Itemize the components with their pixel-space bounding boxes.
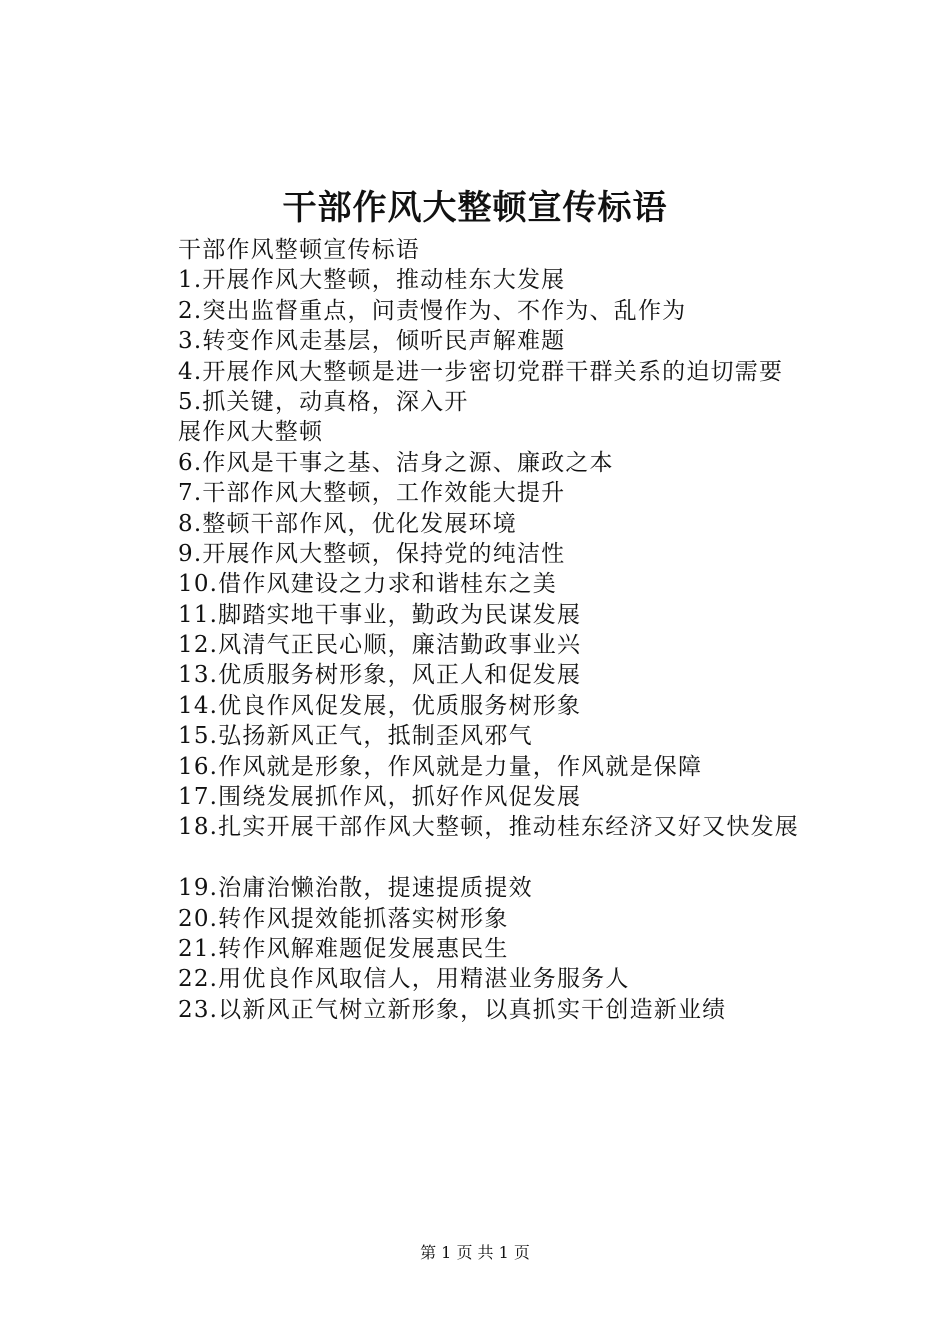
document-subtitle: 干部作风整顿宣传标语	[178, 237, 420, 263]
slogan-line: 1.开展作风大整顿，推动桂东大发展	[178, 267, 566, 294]
document-body	[178, 235, 878, 1025]
slogan-line: 6.作风是干事之基、洁身之源、廉政之本	[178, 449, 614, 476]
slogan-line: 14.优良作风促发展，优质服务树形象	[178, 692, 582, 719]
page-footer: 第 1 页 共 1 页	[420, 1243, 530, 1262]
slogan-line: 展作风大整顿	[178, 419, 324, 446]
slogan-line: 8.整顿干部作风，优化发展环境	[178, 510, 517, 537]
slogan-line: 10.借作风建设之力求和谐桂东之美	[178, 571, 557, 598]
slogan-line: 23.以新风正气树立新形象，以真抓实干创造新业绩	[178, 996, 727, 1023]
slogan-line: 2.突出监督重点，问责慢作为、不作为、乱作为	[178, 297, 687, 324]
slogan-line: 19.治庸治懒治散，提速提质提效	[178, 875, 533, 902]
slogan-line: 9.开展作风大整顿，保持党的纯洁性	[178, 540, 566, 567]
blank-line	[178, 843, 878, 873]
slogan-line: 16.作风就是形象，作风就是力量，作风就是保障	[178, 753, 703, 780]
slogan-line: 21.转作风解难题促发展惠民生	[178, 935, 509, 962]
slogan-line: 7.干部作风大整顿，工作效能大提升	[178, 480, 566, 507]
slogan-line: 15.弘扬新风正气，抵制歪风邪气	[178, 723, 533, 750]
slogan-line: 5.抓关键，动真格，深入开	[178, 388, 469, 415]
document-title: 干部作风大整顿宣传标语	[282, 188, 668, 228]
slogan-line: 17.围绕发展抓作风，抓好作风促发展	[178, 784, 582, 811]
slogan-line: 4.开展作风大整顿是进一步密切党群干群关系的迫切需要	[178, 358, 784, 385]
slogan-line: 13.优质服务树形象，风正人和促发展	[178, 662, 582, 689]
slogan-line: 22.用优良作风取信人，用精湛业务服务人	[178, 966, 630, 993]
slogan-line: 3.转变作风走基层，倾听民声解难题	[178, 328, 566, 355]
slogan-line: 12.风清气正民心顺，廉洁勤政事业兴	[178, 632, 582, 659]
slogan-line: 18.扎实开展干部作风大整顿，推动桂东经济又好又快发展	[178, 814, 799, 841]
slogan-line: 20.转作风提效能抓落实树形象	[178, 905, 509, 932]
slogan-line: 11.脚踏实地干事业，勤政为民谋发展	[178, 601, 582, 628]
